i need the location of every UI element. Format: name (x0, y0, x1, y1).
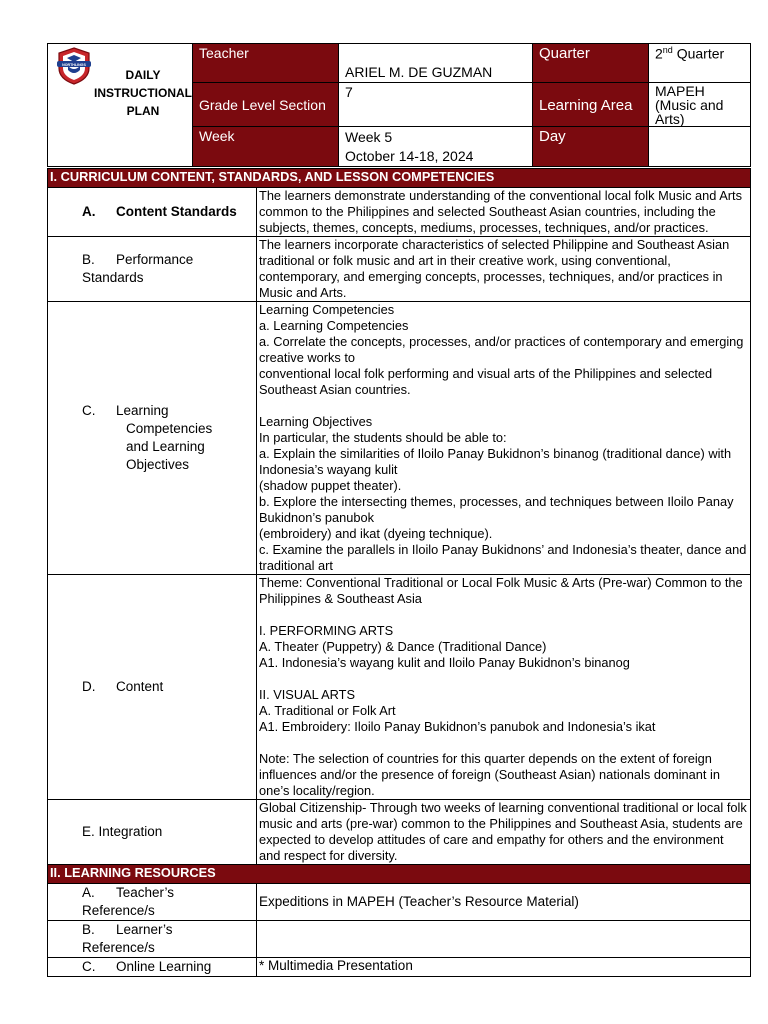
online-learning-row (48, 958, 751, 977)
day-value (649, 127, 751, 167)
learner-reference-value (257, 921, 751, 958)
title-cell (48, 44, 193, 167)
teacher-value: ARIEL M. DE GUZMAN (339, 44, 533, 83)
grade-label: Grade Level Section (193, 83, 339, 127)
teacher-reference-label: A. Teacher’s Reference/s (48, 884, 257, 921)
week-value: Week 5 October 14-18, 2024 (339, 127, 533, 167)
curriculum-table (47, 168, 751, 977)
competencies-row (48, 302, 751, 575)
learner-reference-row (48, 921, 751, 958)
online-learning-value: * Multimedia Presentation (257, 958, 751, 977)
performance-standards-label: B. Performance Standards (48, 237, 257, 302)
integration-label: E. Integration (48, 800, 257, 865)
content-standards-row (48, 188, 751, 237)
learner-reference-label: B. Learner’s Reference/s (48, 921, 257, 958)
school-logo-icon (55, 46, 93, 86)
content-row (48, 575, 751, 800)
learning-area-label: Learning Area (533, 83, 649, 127)
teacher-label: Teacher (193, 44, 339, 83)
header-table (47, 43, 751, 167)
quarter-label: Quarter (533, 44, 649, 83)
integration-row (48, 800, 751, 865)
page-title: DAILY INSTRUCTIONAL PLAN (94, 68, 192, 118)
learning-area-value: MAPEH (Music and Arts) (649, 83, 751, 127)
performance-standards-row (48, 237, 751, 302)
section-curriculum-header: I. CURRICULUM CONTENT, STANDARDS, AND LESSON COMPETENCIES (48, 169, 751, 188)
quarter-value: 2nd Quarter (649, 44, 751, 83)
performance-standards-text: The learners incorporate characteristics of selected Philippine and Southeast Asian traditional or folk music and art in their creative work, using conventional, contemporary, and emerging concepts, processes, techniques, and/or practices in Music and Arts. (257, 237, 751, 302)
content-standards-text: The learners demonstrate understanding of the conventional local folk Music and Arts common to the Philippines and selected Southeast Asian countries, including the subjects, themes, concepts, mediums, processes, techniques, and/or practices. (257, 188, 751, 237)
content-text: Theme: Conventional Traditional or Local Folk Music & Arts (Pre-war) Common to the Philippines & Southeast Asia I. PERFORMING ARTS A. Theater (Puppetry) & Dance (Traditional Dance) A1. Indonesia’s wayang kulit and Iloilo Panay Bukidnon’s binanog II. VISUAL ARTS A. Traditional or Folk Art A1. Embroidery: Iloilo Panay Bukidnon’s panubok and Indonesia’s ikat Note: The selection of countries for this quarter depends on the extent of foreign influences and/or the presence of foreign (Southeast Asian) nationals dominant in one’s locality/region. (257, 575, 751, 800)
content-label: D. Content (48, 575, 257, 800)
competencies-label: C. Learning Competencies and Learning Objectives (48, 302, 257, 575)
logo-text: NORTHLINGS (62, 62, 86, 67)
integration-text: Global Citizenship- Through two weeks of learning conventional traditional or local folk music and arts (pre-war) common to the Philippines and Southeast Asia, students are expected to develop attitudes of care and empathy for others and the environment and respect for diversity. (257, 800, 751, 865)
competencies-text: Learning Competencies a. Learning Competencies a. Correlate the concepts, processes, and/or practices of contemporary and emerging creative works to conventional local folk performing and visual arts of the Philippines and selected Southeast Asian countries. Learning Objectives In particular, the students should be able to: a. Explain the similarities of Iloilo Panay Bukidnon’s binanog (traditional dance) with Indonesia’s wayang kulit (shadow puppet theater). b. Explore the intersecting themes, processes, and techniques between Iloilo Panay Bukidnon’s panubok (embroidery) and ikat (dyeing technique). c. Examine the parallels in Iloilo Panay Bukidnons’ and Indonesia’s theater, dance and traditional art (257, 302, 751, 575)
grade-value: 7 (339, 83, 533, 127)
day-label: Day (533, 127, 649, 167)
section-resources-header: II. LEARNING RESOURCES (48, 865, 751, 884)
online-learning-label: C. Online Learning (48, 958, 257, 977)
teacher-reference-row (48, 884, 751, 921)
content-standards-label: A. Content Standards (48, 188, 257, 237)
teacher-reference-value: Expeditions in MAPEH (Teacher’s Resource Material) (257, 884, 751, 921)
week-label: Week (193, 127, 339, 167)
